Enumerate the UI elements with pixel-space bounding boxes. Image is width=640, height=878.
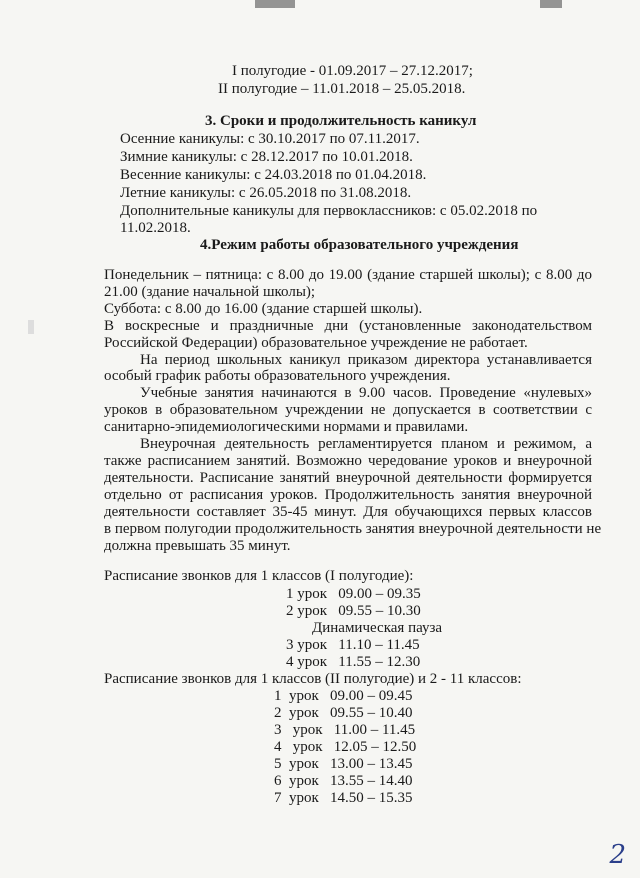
scan-artifact xyxy=(540,0,562,8)
text-line: деятельности составляет 35-45 минут. Для обучающихся первых классов xyxy=(104,504,592,520)
period-second: II полугодие – 11.01.2018 – 25.05.2018. xyxy=(218,81,466,97)
text-line: особый график работы образовательного учреждения. xyxy=(104,368,451,384)
section3-title: 3. Сроки и продолжительность каникул xyxy=(205,113,477,129)
schedule2-row: 6 урок 13.55 – 14.40 xyxy=(274,773,413,789)
text-line: 21.00 (здание начальной школы); xyxy=(104,284,316,300)
text-line: уроков в образовательном учреждении не допускается в соответствии с xyxy=(104,402,592,418)
holiday-item: Дополнительные каникулы для первоклассников: с 05.02.2018 по xyxy=(120,203,538,219)
section4-title: 4.Режим работы образовательного учреждения xyxy=(200,237,519,253)
text-line: в первом полугодии продолжительность занятия внеурочной деятельности не xyxy=(104,521,602,537)
scan-artifact xyxy=(255,0,295,8)
schedule1-row: 3 урок 11.10 – 11.45 xyxy=(286,637,420,653)
page-number: 2 xyxy=(609,840,626,870)
schedule2-row: 3 урок 11.00 – 11.45 xyxy=(274,722,416,738)
schedule2-row: 5 урок 13.00 – 13.45 xyxy=(274,756,413,772)
text-line: отдельно от расписания уроков. Продолжительность занятия внеурочной xyxy=(104,487,592,503)
holiday-item: Зимние каникулы: с 28.12.2017 по 10.01.2018. xyxy=(120,149,413,165)
schedule2-row: 4 урок 12.05 – 12.50 xyxy=(274,739,417,755)
schedule2-row: 7 урок 14.50 – 15.35 xyxy=(274,790,413,806)
schedule1-pause: Динамическая пауза xyxy=(312,620,443,636)
text-line: Учебные занятия начинаются в 9.00 часов. Проведение «нулевых» xyxy=(140,385,592,401)
text-line: Российской Федерации) образовательное учреждение не работает. xyxy=(104,335,528,351)
schedule2-row: 1 урок 09.00 – 09.45 xyxy=(274,688,413,704)
text-line: Внеурочная деятельность регламентируется планом и режимом, а xyxy=(140,436,592,452)
text-line: должна превышать 35 минут. xyxy=(104,538,291,554)
schedule1-row: 4 урок 11.55 – 12.30 xyxy=(286,654,421,670)
text-line: санитарно-эпидемиологическими нормами и правилами. xyxy=(104,419,469,435)
schedule1-row: 2 урок 09.55 – 10.30 xyxy=(286,603,421,619)
schedule2-title: Расписание звонков для 1 классов (II полугодие) и 2 - 11 классов: xyxy=(104,671,522,687)
period-first: I полугодие - 01.09.2017 – 27.12.2017; xyxy=(232,63,473,79)
text-line: Понедельник – пятница: с 8.00 до 19.00 (здание старшей школы); с 8.00 до xyxy=(104,267,592,283)
schedule1-row: 1 урок 09.00 – 09.35 xyxy=(286,586,421,602)
schedule2-row: 2 урок 09.55 – 10.40 xyxy=(274,705,413,721)
schedule1-title: Расписание звонков для 1 классов (I полугодие): xyxy=(104,568,414,584)
holiday-item: Осенние каникулы: с 30.10.2017 по 07.11.2017. xyxy=(120,131,420,147)
text-line: На период школьных каникул приказом директора устанавливается xyxy=(140,352,592,368)
text-line: Суббота: с 8.00 до 16.00 (здание старшей школы). xyxy=(104,301,423,317)
text-line: также расписанием занятий. Возможно чередование уроков и внеурочной xyxy=(104,453,592,469)
holiday-item: Весенние каникулы: с 24.03.2018 по 01.04.2018. xyxy=(120,167,427,183)
scan-artifact xyxy=(28,320,34,334)
holiday-item: Летние каникулы: с 26.05.2018 по 31.08.2018. xyxy=(120,185,412,201)
holiday-item: 11.02.2018. xyxy=(120,220,191,236)
text-line: деятельности. Расписание занятий внеурочной деятельности формируется xyxy=(104,470,592,486)
text-line: В воскресные и праздничные дни (установленные законодательством xyxy=(104,318,592,334)
